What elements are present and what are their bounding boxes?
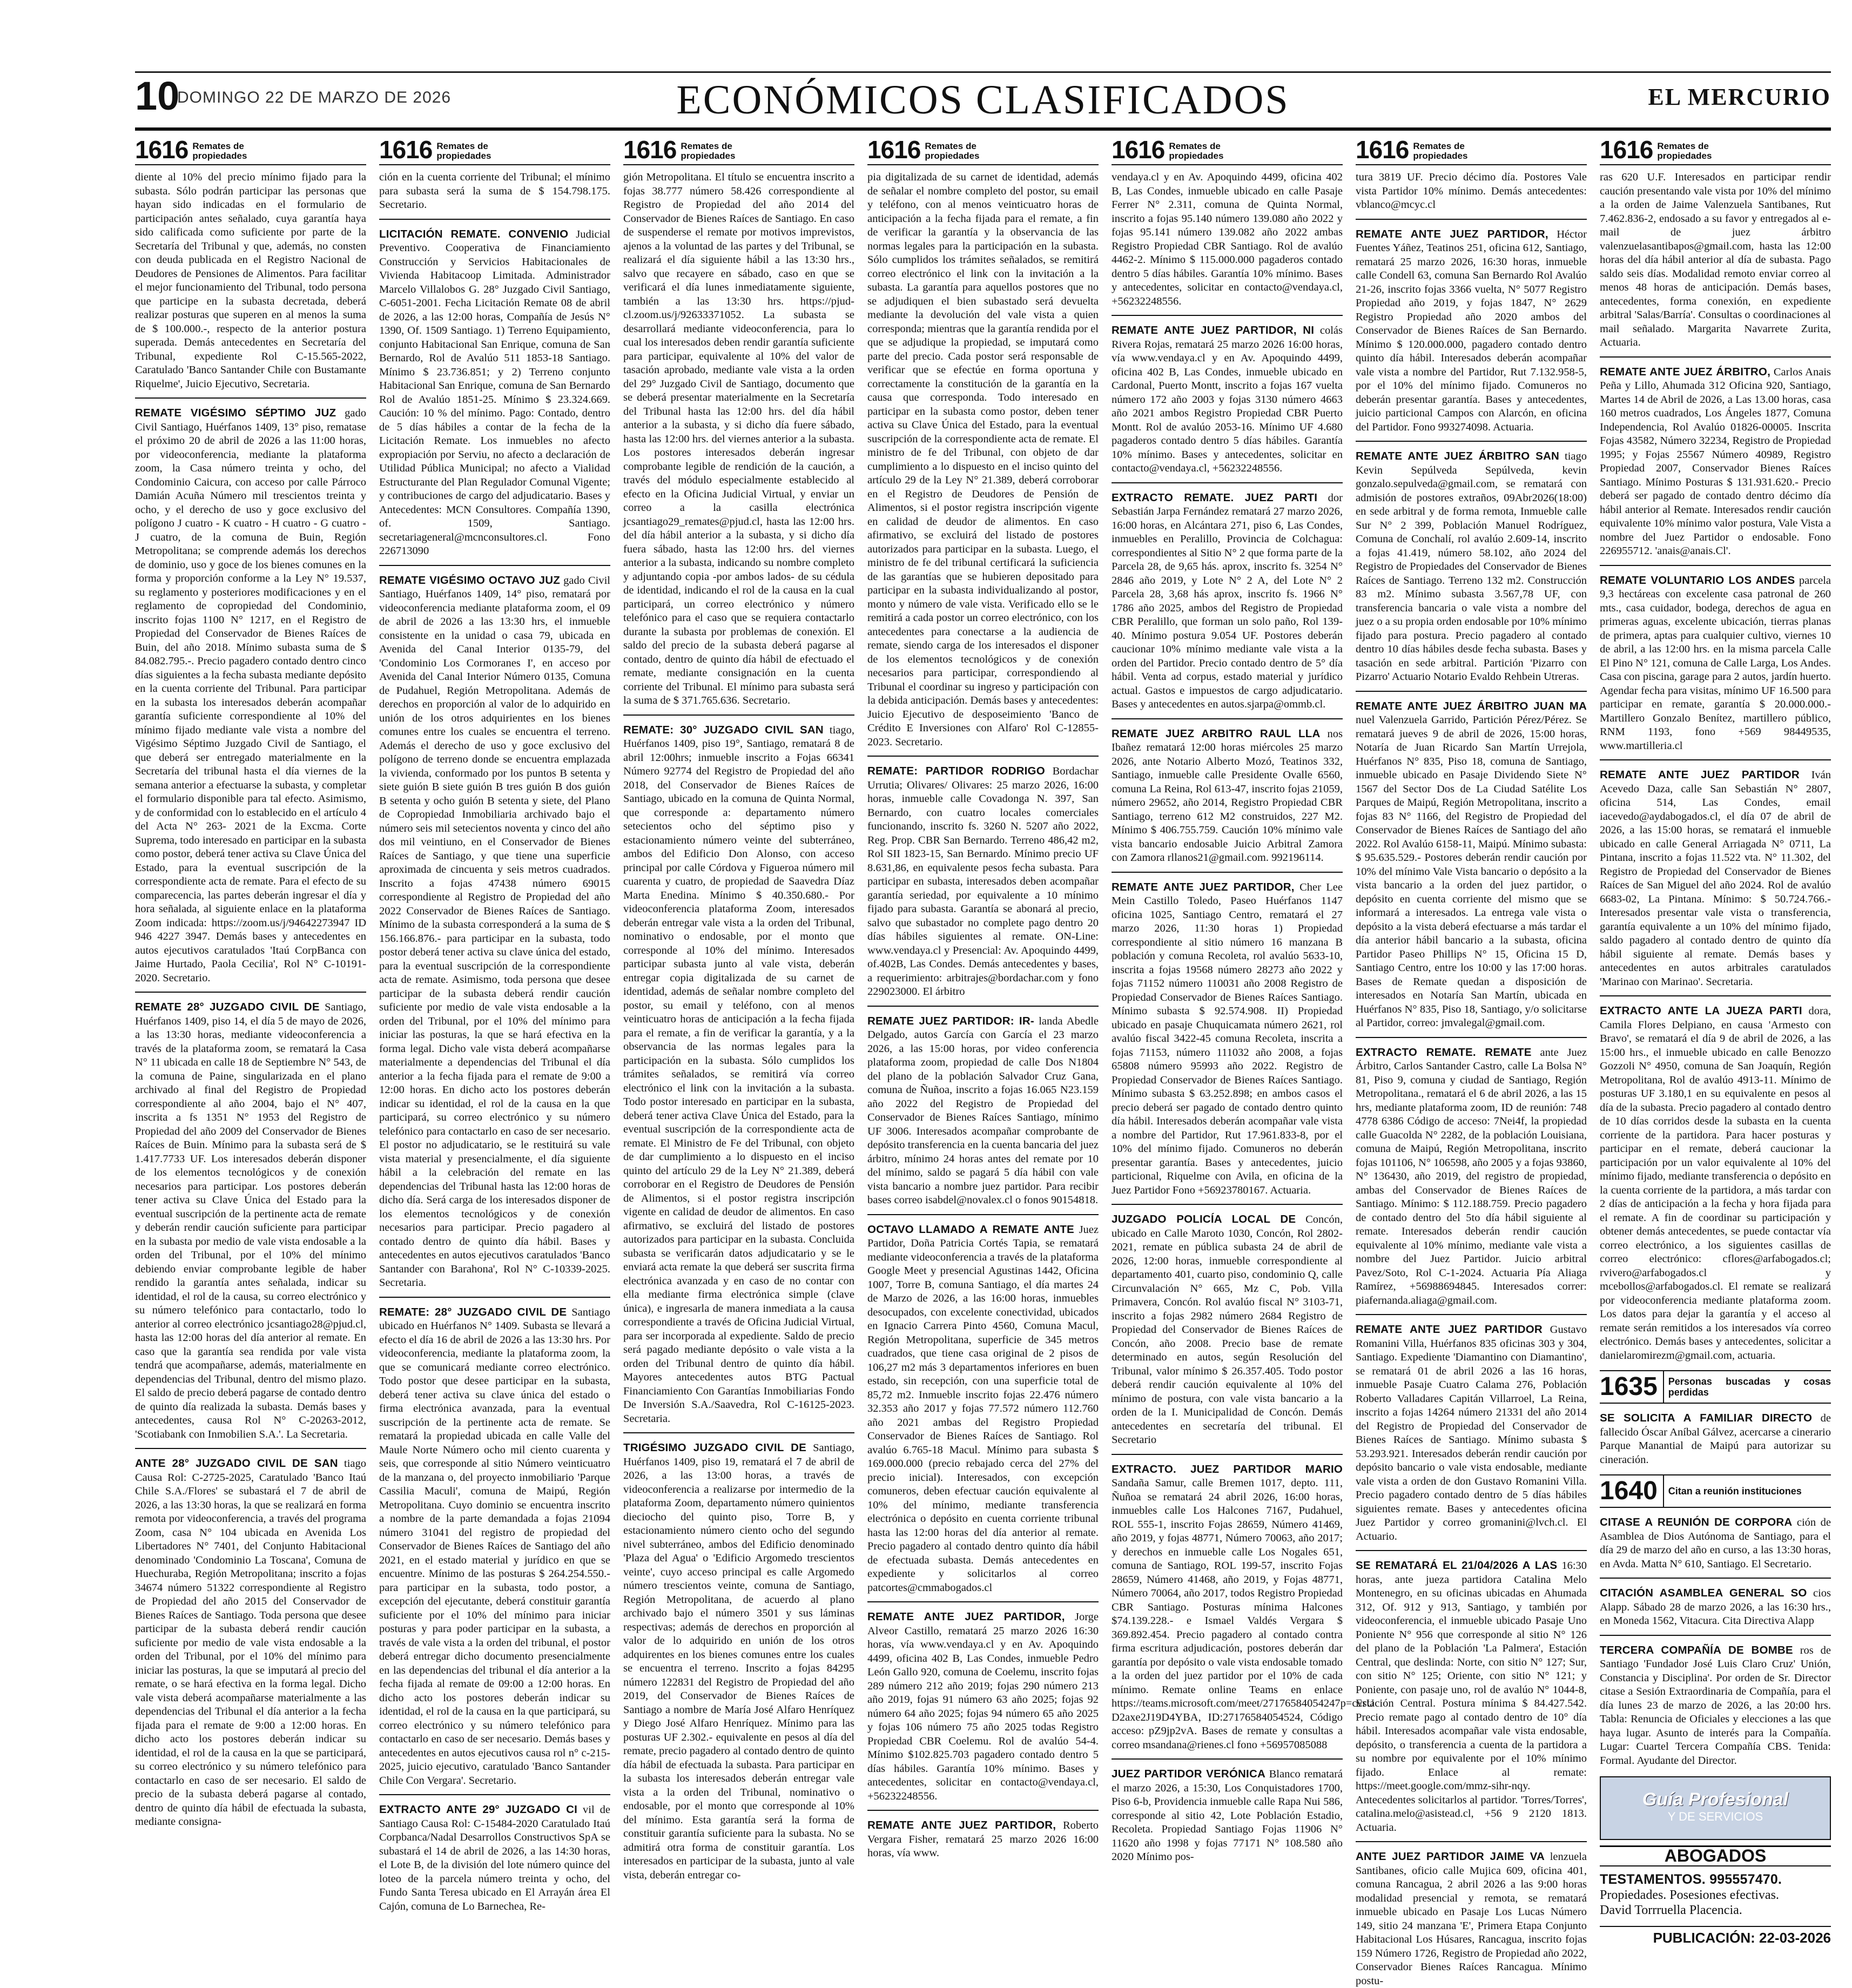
ad-separator [1112, 482, 1343, 483]
category-code: 1635 [1600, 1371, 1664, 1403]
classified-ad [1356, 171, 1587, 212]
page-number: 10 [135, 73, 180, 118]
column-category-header [867, 134, 1099, 165]
ad-title: CITACIÓN ASAMBLEA GENERAL SO [1600, 1587, 1807, 1599]
ad-title: JUEZ PARTIDOR VERÓNICA [1112, 1768, 1265, 1780]
publication-rule [1600, 1926, 1831, 1927]
publication-date: PUBLICACIÓN: 22-03-2026 [1653, 1930, 1831, 1946]
classified-ad [1600, 1004, 1831, 1363]
ad-separator [1112, 315, 1343, 316]
column-body [867, 165, 1099, 1861]
ad-text: Carlos Anais Peña y Lillo, Ahumada 312 Oficina 920, Santiago, Martes 14 de Abril de 2026, a Las 13.00 horas, casa 160 metros cuadrados, Los Ángeles 1877, Comuna Independencia, Rol Avalúo 01826-00005. Inscrita Fojas 43582, Número 32234, Registro de Propiedad 1995; y Fojas 25567 Número 40989, Registro Propiedad 2007, Conservador Bienes Raíces Santiago. Mínimo Posturas $ 131.931.620.- Precio deberá ser pagado de contado dentro décimo día hábil anterior al Remate. Interesados rendir caución equivalente 10% mínimo valor postura, Vale Vista a nombre del Juez Partidor o endosable. Fono 226955712. 'anais@anais.Cl'. [1600, 366, 1831, 557]
ad-title: REMATE ANTE JUEZ PARTIDOR [1600, 769, 1800, 781]
ad-title: CITASE A REUNIÓN DE CORPORA [1600, 1516, 1793, 1528]
ad-text: Judicial Preventivo. Cooperativa de Financiamiento Construcción y Servicios Habitacionales de Vivienda Habitacoop Limitada. Administrador Marcelo Villalobos G. 28° Juzgado Civil Santiago, C-6051-2001. Fecha Licitación Remate 08 de abril de 2026, a las 12:00 horas, Compañía de Jesús N° 1390, Of. 1509 Santiago. 1) Terreno Equipamiento, conjunto Habitacional San Enrique, comuna de San Bernardo, Rol de Avalúo 511 1853-18 Santiago. Mínimo $ 23.736.851; y 2) Terreno conjunto Habitacional San Enrique, comuna de San Bernardo Rol de Avalúo 1851-25. Mínimo $ 23.324.669. Caución: 10 % del mínimo. Pago: Contado, dentro de 5 días hábiles a contar de la fecha de la Licitación Remate. Los inmuebles no afecto expropiación por Serviu, no afecto a declaración de Utilidad Pública Municipal; no afecto a Vialidad Estructurante del Plan Regulador Comunal Vigente; y contribuciones de cargo del adjudicatario. Bases y Antecedentes: MCN Consultores. Compañía 1390, of. 1509, Santiago. secretariageneral@mcnconsultores.cl. Fono 226713090 [379, 228, 611, 557]
ad-separator [1600, 1578, 1831, 1579]
classified-ad [1600, 1643, 1831, 1768]
classified-ad [867, 764, 1099, 999]
category-code: 1616 [135, 136, 188, 164]
classified-ad [1112, 491, 1343, 712]
column-7 [1600, 134, 1831, 1954]
ad-text: nuel Valenzuela Garrido, Partición Pérez/Pérez. Se rematará jueves 9 de abril de 2026, 15:00 horas, Notaría de Juan Ricardo San Martín Urrejola, Huérfanos N° 835, Piso 18, comuna de Santiago, inmueble ubicado en Pasaje Dividendo Siete N° 1567 del Sector Dos de La Ciudad Satélite Los Parques de Maipú, Región Metropolitana, inscrito a fojas 83 N° 1166, del Registro de Propiedad del Conservador de Bienes Raíces de Santiago del año 2022. Rol Avalúo 6158-11, Maipú. Mínimo subasta: $ 95.635.529.- Postores deberán rendir caución por 10% del mínimo Vale Vista bancario o depósito a la vista bancario a la orden del juez partidor, o depósito en cuenta corriente del mismo que se informará a interesados. La entrega vale vista o depósito a la vista deberá efectuarse a más tardar el día anterior hábil bancario a la subasta, oficina Partidor Paseo Phillips N° 15, Oficina 15 D, Santiago Centro, entre los 10:00 y las 17:00 horas. Bases de Remate quedan a disposición de interesados en Notaría San Martín, ubicada en Huérfanos N° 835, Piso 18, Santiago, y/o solicitarse al Partidor, correo: jmvalegal@gmail.com. [1356, 714, 1587, 1029]
category-label: Personas buscadas y cosas perdidas [1668, 1376, 1831, 1398]
classified-ad [1112, 171, 1343, 308]
classified-ad [1356, 1559, 1587, 1835]
classified-ad [379, 574, 610, 1290]
ad-separator [1112, 718, 1343, 719]
ad-title: REMATE VIGÉSIMO OCTAVO JUZ [379, 574, 560, 587]
ad-separator [379, 219, 610, 220]
ad-text: Gustavo Romanini Villa, Huérfanos 835 oficinas 303 y 304, Santiago. Expediente 'Diamantino con Diamantino', se rematará 01 de abril 2026 a las 16 horas, inmueble Pasaje Cuatro Calama 276, Población Roberto Valladares Capitán Villarroel, La Reina, inscrito a fojas 14264 número 21331 del año 2014 del Registro de Propiedad del Conservador de Bienes Raíces de Santiago. Mínimo subasta $ 53.293.921. Interesados deberán rendir caución por depósito bancario o vale vista endosable, mediante vale vista a orden de don Gustavo Romanini Villa. Precio pagadero contado dentro de 5 días hábiles siguientes remate. Bases y antecedentes oficina Juez Partidor y correo gromanini@lvch.cl. El Actuario. [1356, 1324, 1587, 1542]
ad-title: REMATE ANTE JUEZ PARTIDOR, [867, 1610, 1065, 1623]
classified-ad [135, 171, 366, 391]
column-body [1356, 165, 1587, 1988]
ad-text: ros de Santiago 'Fundador José Luis Claro Cruz' Unión, Constancia y Disciplina'. Por orden de Sr. Director citase a Sesión Extraordinaria de Compañía, para el día lunes 23 de marzo de 2026, a las 20:00 hrs. Tabla: Renuncia de Oficiales y elecciones a las que haya lugar. Asunto de interés para la Compañía. Lugar: Cuartel Tercera Compañía CBS. Tenida: Formal. Ayudante del Director. [1600, 1644, 1831, 1767]
category-label: Remates de propiedades [1657, 141, 1712, 161]
ad-title: REMATE: 28° JUZGADO CIVIL DE [379, 1305, 567, 1318]
category-code: 1616 [1600, 136, 1653, 164]
ad-text: Bordachar Urrutia; Olivares/ Olivares: 25 marzo 2026, 16:00 horas, inmueble calle Covadonga N. 397, San Bernardo, con cuatro locales comerciales funcionando, inscrito fs. 3260 N. 5207 año 2022, Reg. Prop. CBR San Bernardo. Terreno 486,42 m2, Rol SII 1823-15, San Bernardo. Mínimo precio UF 8.631,86, en equivalente pesos fecha subasta. Para participar en subasta, interesados deben acompañar garantía seriedad, por equivalente a 10 mínimo fijado para subasta. Garantía se abonará al precio, salvo que subastador no complete pago dentro 20 días hábiles siguientes al remate. ON-Line: www.vendaya.cl y Presencial: Av. Apoquindo 4499, of.402B, Las Condes. Demás antecedentes y bases, a requerimiento: arbitrajes@bordachar.com y fono 229023000. El árbitro [867, 765, 1099, 998]
category-code: 1616 [1356, 136, 1409, 164]
classified-ad [379, 1803, 610, 1913]
ad-title: EXTRACTO ANTE LA JUEZA PARTI [1600, 1005, 1802, 1017]
ad-text: diente al 10% del precio mínimo fijado para la subasta. Sólo podrán participar las personas que hayan sido indicadas en el formulario de participación antes señalado, cuya garantía haya sido calificada como suficiente por parte de la Secretaría del Tribunal y que, además, no consten con deuda publicada en el Registro Nacional de Deudores de Pensiones de Alimentos. Para facilitar el mejor funcionamiento del Tribunal, todo persona que participe en la subasta decretada, deberá realizar posturas que superen en al menos la suma de $ 100.000.-, respecto de la anterior postura superada. Demás antecedentes en Secretaría del Tribunal, expediente Rol C-15.565-2022, Caratulado 'Banco Santander Chile con Bustamante Riquelme', Juicio Ejecutivo, Secretaria. [135, 171, 366, 390]
ad-text: ción en la cuenta corriente del Tribunal; el mínimo para subasta será la suma de $ 154.798.175. Secretario. [379, 171, 610, 211]
ad-text: tiago Causa Rol: C-2725-2025, Caratulado 'Banco Itaú Chile S.A./Flores' se subastará el 7 de abril de 2026, a las 13:30 horas, la que se realizará en forma remota por videoconferencia, a través del programa Zoom, casa N° 104 ubicada en Avenida Los Libertadores N° 7401, del Conjunto Habitacional denominado 'Condominio La Toscana', Comuna de Huechuraba, Región Metropolitana; inscrito a fojas 34674 número 51322 correspondiente al Registro de Propiedad del año 2015 del Conservador de Bienes Raíces de Santiago. Toda persona que desee participar de la subasta deberá rendir caución suficiente por medio de vale vista endosable a la orden del Tribunal, por el 10% del mínimo para iniciar las posturas, la que se imputará al precio del remate, o se hará efectiva en la forma legal. Dicho vale vista deberá acompañarse materialmente a las dependencias del Tribunal el día anterior a la fecha fijada para el remate de 9:00 a 12:00 horas. En dicho acto los postores deberán indicar su identidad, el rol de la causa en la que se participará, su correo electrónico y su número telefónico para contactarlo en caso de ser necesario. El saldo de precio de la subasta deberá pagarse al contado, dentro de quinto día hábil de efectuada la subasta, mediante consigna- [135, 1458, 367, 1828]
classified-ad [1600, 171, 1831, 350]
ad-separator [623, 1432, 854, 1433]
ad-title: REMATE ANTE JUEZ PARTIDOR [1356, 1323, 1543, 1336]
classified-ad [1600, 365, 1831, 558]
masthead [135, 71, 1831, 136]
ad-text: vendaya.cl y en Av. Apoquindo 4499, oficina 402 B, Las Condes, inmueble ubicado en calle Pasaje Ferrer N° 2.311, comuna de Quinta Normal, inscrito a fojas 95.140 número 139.080 año 2022 y fojas 95.141 número 139.082 año 2022 ambas Registro Propiedad CBR Santiago. Rol de avalúo 4462-2. Mínimo $ 115.000.000 pagaderos contado dentro 5 días hábiles. Garantía 10% mínimo. Bases y antecedentes, solicitar en contacto@vendaya.cl, +56232248556. [1112, 171, 1343, 307]
ad-text: ción de Asamblea de Dios Autónoma de Santiago, para el día 29 de marzo del año en curso, a las 13:30 horas, en Avda. Matta N° 610, Santiago. El Secretario. [1600, 1517, 1831, 1570]
ad-separator [379, 1794, 610, 1795]
ad-title: LICITACIÓN REMATE. CONVENIO [379, 227, 569, 240]
classified-ad [135, 1457, 366, 1829]
ad-text: Héctor Fuentes Yáñez, Teatinos 251, oficina 612, Santiago, rematará 25 marzo 2026, 16:30 horas, inmueble calle Condell 63, comuna San Bernardo Rol Avalúo 21-26, inscrito fojas 3366 vuelta, N° 5077 Registro Propiedad año 2019, y fojas 1847, N° 2629 Registro Propiedad año 2020 ambos del Conservador de Bienes Raíces de San Bernardo. Mínimo $ 120.000.000, pagadero contado dentro quinto día hábil. Interesados deberán acompañar vale vista a nombre del Partidor, Rut 7.132.958-5, por el 10% del mínimo fijado. Comuneros no deberán presentar garantía. Bases y antecedentes, juicio particional Campos con Alarcón, en oficina del Partidor. Fono 993274098. Actuaria. [1356, 228, 1587, 433]
ad-separator [135, 992, 366, 993]
classified-ad [623, 723, 854, 1426]
ad-title: REMATE ANTE JUEZ ÁRBITRO, [1600, 365, 1770, 378]
ad-title: REMATE JUEZ PARTIDOR: IR- [867, 1014, 1034, 1027]
ad-text: Sandaña Samur, calle Bremen 1017, depto. 111, Ñuñoa se rematará 24 abril 2026, 16:00 horas, inmuebles calle Los Halcones 7167, Pudahuel, ROL 555-1, inscrito Fojas 28659, Número 41469, año 2019, y fojas 48771, Número 70063, año 2017; y derechos en inmueble calle Los Nogales 651, comuna de Santiago, ROL 199-57, inscrito Fojas 28659, Número 41468, año 2019, y Fojas 48771, Número 70064, año 2017, todos Registro Propiedad CBR Santiago. Posturas mínima Halcones $74.139.228.- e Ismael Valdés Vergara $ 369.892.454. Precio pagadero al contado contra firma escritura adjudicación, postores deberán dar garantía por depósito o vale vista endosable tomado a la orden del juez partidor por el 10% de cada mínimo. Remate online Teams en enlace https://teams.microsoft.com/meet/27176584054247p=cvrU D2axe2J19D4YBA, ID:27176584054524, Código acceso: pZ9jp2vA. Bases de remate y consultas a correo msandana@rienes.cl fono +56957085088 [1112, 1477, 1375, 1751]
header-top-rule [135, 71, 1831, 73]
ad-separator [1356, 219, 1587, 220]
classified-ad [1356, 1850, 1587, 1988]
category-code: 1640 [1600, 1475, 1664, 1507]
classified-ad [867, 171, 1099, 749]
classified-ad [623, 171, 854, 708]
classified-ad [867, 1223, 1099, 1595]
classified-ad [623, 1441, 854, 1882]
ad-title: EXTRACTO REMATE. JUEZ PARTI [1112, 491, 1318, 504]
classified-ad [379, 171, 610, 212]
ad-text: Iván Acevedo Daza, calle San Sebastián N° 2807, oficina 514, Las Condes, email iacevedo@aydabogados.cl, el día 07 de abril de 2026, a las 15:00 horas, se rematará el inmueble ubicado en calle General Arriagada N° 0711, La Pintana, inscrito a fojas 11.522 vta. N° 11.302, del Registro de Propiedad del Conservador de Bienes Raíces de San Miguel del año 2024. Rol de avalúo 6683-02, La Pintana. Mínimo: $ 50.724.766.- Interesados presentar vale vista o transferencia, garantía equivalente a un 10% del mínimo fijado, saldo pagadero al contado dentro de quinto día hábil siguiente al remate. Demás bases y antecedentes en autos arbitrales caratulados 'Marinao con Marinao'. Secretaria. [1600, 769, 1831, 988]
ad-title: TERCERA COMPAÑÍA DE BOMBE [1600, 1643, 1793, 1656]
ad-text: landa Abedle Delgado, autos García con García el 23 marzo 2026, a las 15:00 horas, por video conferencia plataforma zoom, propiedad de calle Dos N1804 del plano de la población Salvador Cruz Gana, comuna de Ñuñoa, inscrito a fojas 16.065 N23.159 año 2022 del Registro de Propiedad del Conservador de Bienes Raíces Santiago, mínimo UF 3006. Interesados acompañar comprobante de depósito transferencia en la cuenta bancaria del juez árbitro, mínimo 24 horas antes del remate por 10 del mínimo, saldo se pagará 5 día hábil con vale vista bancario a nombre juez partidor. Para recibir bases correo isabdel@novalex.cl o fonos 90154818. [867, 1015, 1099, 1206]
ad-title: REMATE JUEZ ARBITRO RAUL LLA [1112, 727, 1321, 740]
ad-title: REMATE VIGÉSIMO SÉPTIMO JUZ [135, 407, 336, 419]
classified-ad [1600, 768, 1831, 989]
column-body [1112, 165, 1375, 1864]
ad-separator [135, 397, 366, 399]
ad-text: lenzuela Santibanes, oficio calle Mujica 609, oficina 401, comuna Rancagua, 2 abril 2026 a las 9:00 horas modalidad presencial y remota, se rematará inmueble ubicado en Pasaje Los Lucas Número 149, sitio 24 manzana 'E', Primera Etapa Conjunto Habitacional Los Húsares, Rancagua, inscrito fojas 159 Número 1726, Registro de Propiedad año 2022, Conservador Bienes Raíces Rancagua. Mínimo postu- [1356, 1851, 1587, 1987]
column-body [623, 165, 854, 1882]
ad-separator [1600, 759, 1831, 760]
column-category-header [379, 134, 610, 165]
ad-separator [1600, 1635, 1831, 1636]
category-label: Remates de propiedades [925, 141, 980, 161]
abogados-heading: ABOGADOS [1600, 1845, 1831, 1866]
classified-ad [1112, 1767, 1343, 1864]
column-4 [867, 134, 1099, 1954]
guia-profesional-text [1642, 1789, 1789, 1823]
ad-text: Jorge Alveor Castillo, rematará 25 marzo 2026 16:30 horas, vía www.vendaya.cl y en Av. Apoquindo 4499, oficina 402 B, Las Condes, inmueble Pedro León Gallo 920, comuna de Coelemu, inscrito fojas 289 número 212 año 2019; fojas 290 número 213 año 2019, fojas 91 número 63 año 2025; fojas 92 número 64 año 2025; fojas 94 número 65 año 2025 y fojas 106 número 75 año 2025 todas Registro Propiedad CBR Coelemu. Rol de avalúo 54-4. Mínimo $102.825.703 pagadero contado dentro 5 días hábiles. Garantía 10% mínimo. Bases y antecedentes, solicitar en contacto@vendaya.cl, +56232248556. [867, 1611, 1099, 1802]
ad-title: EXTRACTO. JUEZ PARTIDOR MARIO [1112, 1463, 1343, 1475]
ad-title: EXTRACTO ANTE 29° JUZGADO CI [379, 1803, 578, 1816]
category-label: Remates de propiedades [436, 141, 491, 161]
ad-separator [1112, 872, 1343, 873]
classified-ad [1356, 699, 1587, 1030]
classified-ad [1600, 1411, 1831, 1467]
ad-title: REMATE ANTE JUEZ PARTIDOR, [867, 1819, 1056, 1831]
classified-ad [1112, 324, 1343, 476]
column-body [135, 165, 366, 1829]
ad-text: gado Civil Santiago, Huérfanos 1409, 14° piso, rematará por videoconferencia mediante plataforma zoom, el 09 de abril de 2026 a las 13:30 hrs, el inmueble consistente en la unidad o casa 79, ubicada en Avenida del Canal Interior 0135-79, del 'Condominio Los Cormoranes I', en acceso por Avenida del Canal Interior Número 0135, Comuna de Pudahuel, Región Metropolitana. Además de derechos en proporción al valor de lo adquirido en unión de los otros adquirientes en los bienes comunes entre los cuales se encuentra el terreno. Además el derecho de uso y goce exclusivo del polígono de terreno donde se encuentra emplazada la vivienda, conformado por los puntos B setenta y siete guión B siete guión B tres guión B dos guión B setenta y ocho guión B setenta y siete, del Plano de Copropiedad Inmobiliaria archivado bajo el número seis mil setecientos noventa y cinco del año dos mil veintiuno, en el Conservador de Bienes Raíces de Santiago, y que tiene una superficie aproximada de cincuenta y seis metros cuadrados. Inscrito a fojas 47438 número 69015 correspondiente al Registro de Propiedad del año 2022 Conservador de Bienes Raíces de Santiago. Mínimo de la subasta corresponderá a la suma de $ 156.166.876.- para participar en la subasta, todo postor deberá tener activa su clave única del estado, para la eventual suscripción de la correspondiente acta de remate. Asimismo, toda persona que desee participar de la subasta deberá rendir caución suficiente por medio de vale vista endosable a la orden del Tribunal, por el 10% del mínimo para iniciar las posturas, la que se hará efectiva en la forma legal. Dicho vale vista deberá acompañarse materialmente a dependencias del Tribunal el día anterior a la fecha fijada para el remate de 9:00 a 12:00 horas. En dicho acto los postores deberán indicar su identidad, el rol de la causa en la que participará, su correo electrónico y su número telefónico para contactarlo en caso de ser necesario. El postor no adjudicatario, se le restituirá su vale vista material y presencialmente, el día siguiente hábil a la celebración del remate en las dependencias del Tribunal hasta las 12:00 horas de dicho día. Será carga de los interesados disponer de los elementos tecnológicos y de conexión necesarios para participar. Precio pagadero al contado dentro de quinto día hábil. Bases y antecedentes en autos ejecutivos caratulados 'Banco Santander con Barahona', Rol N° C-10339-2025. Secretaria. [379, 574, 611, 1289]
ad-title: OCTAVO LLAMADO A REMATE ANTE [867, 1223, 1074, 1236]
ad-separator [1112, 1758, 1343, 1760]
column-category-header [623, 134, 854, 165]
category-label: Remates de propiedades [681, 141, 736, 161]
ad-text: tiago, Huérfanos 1409, piso 19°, Santiago, rematará 8 de abril 12:00hrs; inmueble inscrito a Fojas 66341 Número 92774 del Registro de Propiedad del año 2018, del Conservador de Bienes Raíces de Santiago, ubicado en la comuna de Quinta Normal, que corresponde a: departamento número setecientos ocho del séptimo piso y estacionamiento número veinte del subterráneo, ambos del Edificio Don Alonso, con acceso principal por calle Córdova y Figueroa número mil cuarenta y cuatro, de propiedad de Saavedra Díaz Marta Enedina. Mínimo $ 40.350.680.- Por videoconferencia plataforma Zoom, interesados deberán entregar vale vista a la orden del Tribunal, nominativo o endosable, por el monto que corresponde al 10% del mínimo. Interesados participar subasta junto al vale vista, deberán entregar copia digitalizada de su carnet de identidad, además de señalar nombre completo del postor, su email y teléfono, con al menos veinticuatro horas de anticipación a la fecha fijada para el remate, a fin de verificar la garantía, y a la observancia de las normas legales para la participación en la subasta. Sólo cumplidos los trámites señalados, se remitirá vía correo electrónico el link con la invitación a la subasta. Todo postor interesado en participar en la subasta, deberá tener activa Clave Única del Estado, para la eventual suscripción de la correspondiente acta de remate. El Ministro de Fe del Tribunal, con objeto de dar cumplimiento a lo dispuesto en el inciso quinto del artículo 29 de la Ley N° 21.389, deberá corroborar en el Registro de Deudores de Pensión de Alimentos, si el postor registra inscripción vigente en calidad de deudor de alimentos. En caso afirmativo, se excluirá del listado de postores autorizados para participar en la subasta. Concluida subasta se verificarán datos adjudicatario y se le enviará acta remate la que deberá ser suscrita firma electrónica avanzada y en caso de no contar con ella mediante firma electrónica simple (clave única), e ingresarla de manera inmediata a la causa correspondiente a través de Oficina Judicial Virtual, para ser incorporada al expediente. Saldo de precio será pagado mediante depósito o vale vista a la orden del Tribunal dentro de quinto día hábil. Mayores antecedentes autos BTG Pactual Financiamiento Con Garantías Inmobiliarias Fondo De Inversión S.A./Saavedra, Rol C-16125-2023. Secretaria. [623, 724, 854, 1425]
ad-title: REMATE: 30° JUZGADO CIVIL SAN [623, 723, 824, 736]
category-code: 1616 [867, 136, 921, 164]
ad-separator [1356, 691, 1587, 692]
ad-title: REMATE 28° JUZGADO CIVIL DE [135, 1001, 320, 1013]
ad-text: ante Juez Árbitro, Carlos Santander Castro, calle La Bolsa N° 81, Piso 9, comuna y ciudad de Santiago, Región Metropolitana., rematará el 6 de abril 2026, a las 15 hrs, mediante plataforma zoom, ID de reunión: 748 4778 6386 Código de acceso: 7Nei4f, la propiedad calle Guacolda N° 2282, de la población Louisiana, comuna de Maipú, Región Metropolitana, inscrito fojas 101106, N° 106598, año 2005 y a fojas 93860, N° 136430, año 2019, del registro de propiedad, ambas del Conservador de Bienes Raíces de Santiago. Mínimo: $ 112.188.759. Precio pagadero de contado dentro del 5to día hábil siguiente al remate. Interesados deberán rendir caución equivalente al 10% mínimo, mediante vale vista a nombre del Juez Partidor. Juicio arbitral Pavez/Soto, Rol C-1-2024. Actuaria Pía Aliaga Ramírez, +56988694845. Interesados correr: piafernanda.aliaga@gmail.com. [1356, 1046, 1587, 1306]
guia-profesional-banner [1600, 1776, 1831, 1840]
category-1635-header [1600, 1370, 1831, 1404]
ad-text: Concón, ubicado en Calle Maroto 1030, Concón, Rol 2802-2021, remate en pública subasta 24 de abril de 2026, 12:00 horas, inmueble correspondiente al departamento 401, cuarto piso, condominio Q, calle Circunvalación N° 665, Mz C, Pob. Villa Primavera, Concón. Rol avalúo fiscal N° 3103-71, inscrito a fojas 2982 número 2684 Registro de Propiedad del Conservador de Bienes Raíces de Concón, año 2008. Precio base de remate determinado en autos, según Resolución del Tribunal, valor mínimo $ 26.357.405. Todo postor deberá rendir caución equivalente al 10% del mínimo de postura, con vale vista bancario a la orden de la I. Municipalidad de Concón. Demás antecedentes en secretaría del tribunal. El Secretario [1112, 1214, 1343, 1446]
ad-title: REMATE ANTE JUEZ PARTIDOR, [1112, 880, 1295, 893]
ad-separator [1356, 1314, 1587, 1315]
classified-ad [135, 1000, 366, 1441]
classified-ad [1356, 227, 1587, 435]
ad-text: pia digitalizada de su carnet de identidad, además de señalar el nombre completo del postor, su email y teléfono, con al menos veinticuatro horas de anticipación a la fecha fijada para el remate, a fin de verificar la garantía y la observancia de las normas legales para la participación en la subasta. Sólo cumplidos los trámites señalados, se remitirá correo electrónico el link con la invitación a la subasta. La garantía para aquellos postores que no se adjudiquen el bien subastado será devuelta mediante la devolución del vale vista a quien corresponda; mientras que la garantía rendida por el que se adjudique la propiedad, se imputará como parte del precio. Cada postor será responsable de verificar que se efectúe en forma oportuna y correctamente la constitución de la garantía en la causa que corresponda. Todo interesado en participar en la subasta como postor, deben tener activa su Clave Única del Estado, para la eventual suscripción de la correspondiente acta de remate. El ministro de fe del Tribunal, con objeto de dar cumplimiento a lo dispuesto en el inciso quinto del artículo 29 de la Ley N° 21.389, deberá corroborar en el Registro de Deudores de Pensión de Alimentos, si el postor registra inscripción vigente en calidad de deudor de alimentos. En caso afirmativo, se excluirá del listado de postores autorizados para participar en la subasta. Luego, el ministro de fe del tribunal certificará la suficiencia de las garantías que se hubieren depositado para participar en la subasta individualizando al postor, monto y número de vale vista. Verificado ello se le remitirá a cada postor un correo electrónico, con los antecedentes para conectarse a la audiencia de remate, siendo carga de los interesados el disponer de los elementos tecnológicos y de conexión necesarios para participar, correspondiendo al Tribunal el coordinar su ingreso y participación con la debida anticipación. Demás bases y antecedentes: Juicio Ejecutivo de desposeimiento 'Banco de Crédito E Inversiones con Alfaro' Rol C-12855-2023. Secretario. [867, 171, 1099, 748]
ad-separator [867, 756, 1099, 757]
ad-text: de fallecido Óscar Aníbal Gálvez, acercarse a cinerario Parque Manantial de Maipú para autorizar su cineración. [1600, 1412, 1831, 1466]
ad-text: Santiago, Huérfanos 1409, piso 14, el día 5 de mayo de 2026, a las 13:30 horas, mediante videoconferencia a través de la plataforma zoom, se rematará la Casa N° 11 ubicada en calle 18 de Septiembre N° 543, de la comuna de Paine, singularizada en el plano archivado al final del Registro de Propiedad correspondiente al año 2004, bajo el N° 407, inscrita a fs 1351 N° 1953 del Registro de Propiedad del año 2009 del Conservador de Bienes Raíces de Buin. Mínimo para la subasta será de $ 1.417.7733 UF. Los interesados deberán disponer de los elementos tecnológicos y de conexión necesarios para participar. Los postores deberán tener activa su Clave Única del Estado para la eventual suscripción de la pertinente acta de remate y deberán rendir caución suficiente para participar en la subasta por medio de vale vista endosable a la orden del Tribunal, por el 10% del mínimo debiendo enviar comprobante legible de haber rendido la garantía antes señalada, indicar su identidad, el rol de la causa, su correo electrónico y su número telefónico para contactarlo, todo lo anterior al correo electrónico jcsantiago28@pjud.cl, hasta las 12:00 horas del día anterior al remate. En caso que la garantía sea rendida por vale vista tendrá que acompañarse, además, materialmente en dependencias del Tribunal, dentro del mismo plazo. El saldo de precio deberá pagarse de contado dentro de quinto día realizada la subasta. Demás bases y antecedentes, causa Rol N° C-20263-2012, 'Scotiabank con Inmobilien S.A.'. La Secretaria. [135, 1001, 366, 1440]
column-category-header [135, 134, 366, 165]
classifieds-columns [135, 134, 1831, 1987]
ad-separator [1112, 1454, 1343, 1455]
classified-ad [135, 406, 366, 985]
ad-separator [867, 1006, 1099, 1007]
header-bottom-rule [135, 127, 1831, 131]
ad-title: REMATE ANTE JUEZ PARTIDOR, NI [1112, 324, 1315, 336]
classified-ad [1600, 1515, 1831, 1571]
ad-text: Santiago ubicado en Huérfanos N° 1409. Subasta se llevará a efecto el día 16 de abril de 2026 a las 13:30 hrs. Por videoconferencia, mediante la plataforma zoom, la que se comunicará mediante correo electrónico. Todo postor que desee participar en la subasta, deberá tener activa su clave única del estado o firma electrónica avanzada, para la eventual suscripción de la pertinente acta de remate. Se rematará la propiedad ubicada en calle Valle del Maule Norte Número ocho mil ciento cuarenta y seis, que corresponde al sitio Número veinticuatro de la manzana o, del proyecto inmobiliario 'Parque Cassilia Maculi', comuna de Maipú, Región Metropolitana. Cuyo dominio se encuentra inscrito a nombre de la parte demandada a fojas 21094 número 31041 del registro de propiedad del Conservador de Bienes Raíces de Santiago del año 2021, en el estado material y jurídico en que se encuentre. Mínimo de las posturas $ 264.254.550.- para participar en la subasta, todo postor, a excepción del ejecutante, deberá constituir garantía suficiente por el 10% del mínimo para iniciar posturas y para poder participar en la subasta, a través de vale vista a la orden del tribunal, el postor deberá entregar dicho documento presencialmente en las dependencias del tribunal el día anterior a la fecha fijada al remate de 09:00 a 12:00 horas. En dicho acto los postores deberán indicar su identidad, el rol de la causa en la que participará, su correo electrónico y su número telefónico para contactarlo en caso de ser necesario. Demás bases y antecedentes en autos ejecutivos causa rol n° c-215-2025, juicio ejecutivo, caratulado 'Banco Santander Chile Con Vergara'. Secretario. [379, 1306, 611, 1787]
ad-separator [379, 565, 610, 566]
category-code: 1616 [623, 136, 677, 164]
ad-separator [1600, 995, 1831, 996]
ad-text: Santiago, Huérfanos 1409, piso 19, rematará el 7 de abril de 2026, a las 13:00 horas, a través de videoconferencia a realizarse por intermedio de la plataforma Zoom, departamento número quinientos dieciocho del quinto piso, Torre B, y estacionamiento número ciento ocho del segundo nivel subterráneo, ambos del Edificio denominado 'Plaza del Agua' o 'Edificio Argomedo trescientos veinte', cuyo acceso principal es calle Argomedo número trescientos veinte, comuna de Santiago, Región Metropolitana, de acuerdo al plano archivado bajo el número 3501 y sus láminas respectivas; además de derechos en proporción al valor de lo adquirido en unión de los otros adquirentes en los bienes comunes entre los cuales se encuentra el terreno. Inscrito a fojas 84295 número 122831 del Registro de Propiedad del año 2019, del Conservador de Bienes Raíces de Santiago a nombre de María José Alfaro Henríquez y Diego José Alfaro Henríquez. Mínimo para las posturas UF 2.302.- equivalente en pesos al día del remate, precio pagadero al contado dentro de quinto día hábil de efectuada la subasta. Para participar en la subasta los interesados deberán entregar vale vista a la orden del Tribunal, nominativo o endosable, por el monto que corresponde al 10% del mínimo. Esta garantía será la forma de constituir garantía suficiente para la subasta. No se admitirá otra forma de constituir garantía. Los interesados en participar de la subasta, junto al vale vista, deberán entregar co- [623, 1442, 855, 1881]
testamentos-title: TESTAMENTOS. 995557470. [1600, 1871, 1782, 1887]
ad-separator [1356, 1841, 1587, 1842]
testamentos-ad [1600, 1872, 1831, 1918]
ad-text: nos Ibañez rematará 12:00 horas miércoles 25 marzo 2026, ante Notario Alberto Mozó, Teatinos 332, Santiago, inmueble calle Presidente Ovalle 6560, comuna La Reina, Rol 613-47, inscrito fojas 21059, número 29652, año 2014, Registro Propiedad CBR Santiago, terreno 612 M2 construidos, 227 M2. Mínimo $ 406.755.759. Caución 10% mínimo vale vista bancario endosable Juicio Arbitral Zamora con Zamora rllanos21@gmail.com. 992196114. [1112, 727, 1343, 864]
ad-text: parcela 9,3 hectáreas con excelente casa patronal de 260 mts., casa cuidador, bodega, derechos de agua en primeras aguas, excelente ubicación, tierras planas de primera, aptas para cualquier cultivo, viernes 10 de abril, a las 12:00 hrs. en la misma parcela Calle El Pino N° 121, comuna de Calle Larga, Los Andes. Casa con piscina, garage para 2 autos, jardín huerto. Agendar fecha para visitas, mínimo UF 16.500 para participar en remate, garantía $ 20.000.000.- Martillero Gonzalo Benítez, martillero público, RNM 1193, fono +569 98449535, www.martilleria.cl [1600, 574, 1831, 752]
ad-text: tura 3819 UF. Precio décimo día. Postores Vale vista Partidor 10% mínimo. Demás antecedentes: vblanco@mcyc.cl [1356, 171, 1587, 211]
category-code: 1616 [1112, 136, 1165, 164]
section-title: ECONÓMICOS CLASIFICADOS [676, 77, 1290, 123]
ad-title: TRIGÉSIMO JUZGADO CIVIL DE [623, 1441, 807, 1454]
ad-separator [867, 1601, 1099, 1602]
ad-separator [1356, 1550, 1587, 1551]
ad-separator [623, 715, 854, 716]
classified-ad [1356, 449, 1587, 684]
ad-separator [1112, 1204, 1343, 1205]
ad-text: Juez Partidor, Doña Patricia Cortés Tapia, se rematará mediante videoconferencia a través de la plataforma Google Meet y presencial Agustinas 1442, Oficina 1007, Torre B, comuna Santiago, el día martes 24 de Marzo de 2026, a las 16:00 horas, inmuebles desocupados, con excelente conectividad, ubicados en Ignacio Carrera Pinto 4560, Comuna Macul, Región Metropolitana, superficie de 345 metros cuadrados, que tiene casa original de 2 pisos de 106,27 m2 más 3 departamentos inferiores en buen estado, sin recepción, con una superficie total de 85,72 m2. Inmueble inscrito fojas 22.476 número 32.353 año 2017 y fojas 77.572 número 112.760 año 2021 ambas del Registro Propiedad Conservador de Bienes Raíces de Santiago. Rol avalúo 6.765-18 Macul. Mínimo para subasta $ 169.000.000 (precio rebajado cerca del 27% del precio inicial). Interesados, con excepción comuneros, deben efectuar caución equivalente al 10% del mínimo, mediante transferencia electrónica o depósito en cuenta corriente tribunal hasta las 12:00 horas del día anterior al remate. Precio pagadero al contado dentro quinto día hábil de efectuada subasta. Demás antecedentes en expediente y solicitarlos al correo patcortes@cmmabogados.cl [867, 1223, 1099, 1594]
ad-title: ANTE 28° JUZGADO CIVIL DE SAN [135, 1457, 338, 1470]
classified-ad [1112, 1463, 1375, 1753]
classified-ad [867, 1818, 1099, 1861]
ad-text: Roberto Vergara Fisher, rematará 25 marzo 2026 16:00 horas, vía www. [867, 1819, 1099, 1859]
ad-text: tiago Kevin Sepúlveda Sepúlveda, kevin gonzalo.sepulveda@gmail.com, se rematará con admisión de postores extraños, 09Abr2026(18:00) en sede arbitral y de forma remota, Inmueble calle Sur N° 2 399, Población Manuel Rodríguez, Comuna de Conchalí, rol avalúo 2.609-14, inscrito a fojas 41.419, número 58.102, año 2024 del Registro de Propiedades del Conservador de Bienes Raíces de Santiago. Terreno 132 m2. Construcción 83 m2. Mínimo subasta 3.567,78 UF, con transferencia bancaria o vale vista a nombre del juez o a su propia orden endosable por 10% mínimo fijado para postura. Precio pagadero al contado dentro 10 días hábiles desde fecha subasta. Bases y tasación en sede arbitral. Partición 'Pizarro con Pizarro' Actuario Notario Evaldo Rehbein Utreras. [1356, 450, 1587, 683]
ad-title: SE SOLICITA A FAMILIAR DIRECTO [1600, 1412, 1813, 1424]
testamentos-line: Propiedades. Posesiones efectivas. [1600, 1888, 1779, 1902]
ad-text: gión Metropolitana. El título se encuentra inscrito a fojas 38.777 número 58.426 correspondiente al Registro de Propiedad del año 2014 del Conservador de Bienes Raíces de Santiago. En caso de suspenderse el remate por motivos imprevistos, ajenos a la voluntad de las partes y del Tribunal, se realizará el día siguiente hábil a las 13:30 hrs., salvo que recayere en sábado, caso en que se verificará el día lunes inmediatamente siguiente, también a las 13:30 hrs. https://pjud-cl.zoom.us/j/92633371052. La subasta se desarrollará mediante videoconferencia, para lo cual los interesados deben rendir garantía suficiente para participar, equivalente al 10% del valor de tasación aprobado, mediante vale vista a la orden del 29° Juzgado Civil de Santiago, documento que se deberá presentar materialmente en la Secretaría del Tribunal hasta las 12:00 hrs. del día hábil anterior a la subasta, y si dicho día fuere sábado, hasta las 12:00 hrs. del viernes anterior a la subasta. Los postores interesados deberán ingresar comprobante legible de rendición de la caución, a través del módulo especialmente establecido al efecto en la Oficina Judicial Virtual, y enviar un correo a la casilla electrónica jcsantiago29_remates@pjud.cl, hasta las 12:00 hrs. del día hábil anterior a la subasta, y si dicho día fuera sábado, hasta las 12:00 hrs. del viernes anterior a la subasta, indicando su nombre completo y adjuntando copia -por ambos lados- de su cédula de identidad, indicando el rol de la causa en la cual participará, un correo electrónico y número telefónico para el caso que se requiera contactarlo durante la subasta por problemas de conexión. El saldo del precio de la subasta deberá pagarse al contado, dentro de quinto día hábil de efectuado el remate, mediante consignación en la cuenta corriente del Tribunal. El mínimo para subasta será la suma de $ 371.765.636. Secretario. [623, 171, 854, 706]
classified-ad [1356, 1323, 1587, 1544]
column-3 [623, 134, 854, 1954]
guia-title: Guía Profesional [1642, 1789, 1789, 1810]
ad-separator [1356, 441, 1587, 442]
ad-title: ANTE JUEZ PARTIDOR JAIME VA [1356, 1850, 1545, 1863]
column-body [379, 165, 610, 1913]
ad-title: REMATE ANTE JUEZ ÁRBITRO JUAN MA [1356, 699, 1587, 712]
ad-separator [867, 1214, 1099, 1215]
ad-text: dor Sebastián Jarpa Fernández rematará 27 marzo 2026, 16:00 horas, en Alcántara 271, piso 6, Las Condes, inmuebles en Peralillo, Provincia de Colchagua: correspondientes al Sitio N° 2 que forma parte de la Parcela 28, de 9,65 hás. aprox, inscrito fs. 3254 N° 2846 año 2019, y Lote N° 2 A, del Lote N° 2 Parcela 28, 3,68 hás aprox, inscrito fs. 1966 N° 1786 año 2025, ambos del Registro de Propiedad CBR Peralillo, que forman un solo paño, Rol 139-40. Mínimo postura 9.054 UF. Postores deberán caucionar 10% mínimo mediante vale vista a la orden del Partidor. Precio contado dentro de 5° día hábil. Venta ad corpus, estado material y jurídico actual. Gastos e impuestos de cargo adjudicatario. Bases y antecedentes en autos.sjarpa@ommb.cl. [1112, 491, 1343, 710]
ad-title: REMATE: PARTIDOR RODRIGO [867, 765, 1045, 777]
ad-separator [379, 1297, 610, 1298]
column-category-header [1356, 134, 1587, 165]
ad-separator [867, 1810, 1099, 1811]
ad-title: SE REMATARÁ EL 21/04/2026 A LAS [1356, 1559, 1558, 1572]
category-1640-header [1600, 1474, 1831, 1508]
classified-ad [867, 1014, 1099, 1208]
column-5 [1112, 134, 1375, 1954]
category-label: Citan a reunión instituciones [1668, 1486, 1802, 1497]
classified-ad [1356, 1046, 1587, 1308]
ad-separator [1600, 356, 1831, 358]
ad-text: gado Civil Santiago, Huérfanos 1409, 13° piso, rematase el próximo 20 de abril de 2026 a las 11:00 horas, por videoconferencia, mediante la plataforma zoom, la Casa número treinta y ocho, del Condominio Caicura, con acceso por calle Párroco Damián Acuña Número mil trescientos treinta y ocho, y el derecho de uso y goce exclusivo del polígono J cuatro - K cuatro - H cuatro - G cuatro - J cuatro, de la comuna de Buin, Región Metropolitana; se comprende además los derechos de dominio, uso y goce de los bienes comunes en la forma y proporción conforme a la Ley N° 19.537, su reglamento y posteriores modificaciones y en el reglamento de copropiedad del Condominio, inscrito fojas 1100 N° 1217, en el Registro de Propiedad del Conservador de Bienes Raíces de Buin, del año 2018. Mínimo subasta suma de $ 84.082.795.-. Precio pagadero contado dentro cinco días siguientes a la fecha subasta mediante depósito en la cuenta corriente del Tribunal. Para participar en la subasta los interesados deberán acompañar garantía suficiente correspondiente al 10% del mínimo fijado mediante vale vista a nombre del Vigésimo Séptimo Juzgado Civil de Santiago, el que deberá ser entregado materialmente en la Secretaría del tribunal hasta el día viernes de la semana anterior a efectuarse la subasta, y completar el formulario disponible para tal efecto. Asimismo, y de conformidad con lo establecido en el artículo 4 del Acta N° 263- 2021 de la Excma. Corte Suprema, todo interesado en participar en la subasta como postor, deberá tener activa su Clave Única del Estado, para la eventual suscripción de la correspondiente acta de remate. Para el efecto de su comparecencia, las partes deberán ingresar el día y hora señalada, al siguiente enlace en la plataforma Zoom indicada: https://zoom.us/j/94642273947 ID 946 4227 3947. Demás bases y antecedentes en autos ejecutivos caratulados 'Itaú CorpBanca con Jaime Hurtado, Paola Cecilia', Rol N° C-10191-2020. Secretario. [135, 407, 366, 984]
classified-ad [1600, 574, 1831, 753]
classified-ad [867, 1610, 1099, 1803]
column-6 [1356, 134, 1587, 1987]
guia-subtitle: Y DE SERVICIOS [1667, 1809, 1763, 1823]
classified-ad [379, 1305, 610, 1788]
ad-separator [135, 1448, 366, 1449]
ad-title: JUZGADO POLICÍA LOCAL DE [1112, 1213, 1296, 1225]
ad-title: EXTRACTO REMATE. REMATE [1356, 1046, 1532, 1059]
category-label: Remates de propiedades [1413, 141, 1468, 161]
ad-text: dora, Camila Flores Delpiano, en causa 'Armesto con Bravo', se rematará el día 9 de abril de 2026, a las 15:00 hrs., el inmueble ubicado en calle Benozzo Gozzoli N° 4950, comuna de San Joaquín, Región Metropolitana, Rol de avalúo 4913-11. Mínimo de posturas UF 3.180,1 en su equivalente en pesos al día de la subasta. Precio pagadero al contado dentro de 10 días corridos desde la subasta en la cuenta corriente de la partidora. Para hacer posturas y participar en el remate, deberá caucionar la participación por un valor equivalente al 10% del mínimo fijado, mediante transferencia o depósito en la cuenta corriente de la partidora, a más tardar con 2 días de anticipación a la fecha y hora fijada para el remate. A fin de coordinar su participación y obtener demás antecedentes, se puede contactar vía correo electrónico, a los siguientes casillas de correo electrónico: cflores@arfabogados.cl; rvivero@arfabogados.cl y mcebollos@arfabogados.cl. El remate se realizará por videoconferencia mediante plataforma zoom. Los datos para dejar la garantía y el acceso al remate serán remitidos a los interesados vía correo electrónico. Demás bases y antecedentes, solicitar a danielaromirezm@gmail.com, actuaria. [1600, 1005, 1831, 1362]
ad-title: REMATE ANTE JUEZ PARTIDOR, [1356, 227, 1548, 240]
ad-text: vil de Santiago Causa Rol: C-15484-2020 Caratulado Itaú Corpbanca/Nadal Desarrollos Constructivos SpA se subastará el 14 de abril de 2026, a las 14:30 horas, el Lote B, de la división del lote número quince del loteo de la parcela número treinta y ocho, del Fundo Santa Teresa ubicado en El Arrayán área El Cajón, comuna de Lo Barnechea, Re- [379, 1804, 610, 1912]
ad-text: ras 620 U.F. Interesados en participar rendir caución presentando vale vista por 10% del mínimo a la orden de Jaime Valenzuela Santibanes, Rut 7.462.836-2, endosado a su favor y entregados al e-mail de juez árbitro valenzuelasantibapos@gmail.com, hasta las 12:00 horas del día hábil anterior al día de subasta. Pago saldo seis días. Modalidad remoto enviar correo al menos 48 horas de anticipación. Demás bases, antecedentes, forma conexión, en expediente arbitral 'Salas/Barría'. Consultas o coordinaciones al mail señalado. Margarita Navarrete Zurita, Actuaria. [1600, 171, 1831, 348]
classified-ad [1112, 1212, 1343, 1447]
ad-text: colás Rivera Rojas, rematará 25 marzo 2026 16:00 horas, vía www.vendaya.cl y en Av. Apoquindo 4499, oficina 402 B, Las Condes, inmueble ubicado en Cardonal, Puerto Montt, inscrito a fojas 167 vuelta número 172 año 2003 y fojas 3130 número 4663 año 2021 ambos Registro Propiedad CBR Puerto Montt. Rol de avalúo 2053-16. Mínimo UF 4.680 pagaderos contado dentro 5 días hábiles. Garantía 10% mínimo. Bases y antecedentes, solicitar en contacto@vendaya.cl, +56232248556. [1112, 325, 1343, 474]
classified-ad [1112, 880, 1343, 1198]
ad-separator [1600, 565, 1831, 566]
newspaper-name: EL MERCURIO [1648, 84, 1831, 110]
ad-text: 16:30 horas, ante jueza partidora Catalina Melo Montenegro, en su oficinas ubicadas en Ahumada 312, Of. 912 y 913, Santiago, y también por videoconferencia, el inmueble ubicado Pasaje Uno Poniente N° 956 que corresponde al sitio N° 126 del plano de la Población 'La Palmera', Estación Central, que deslinda: Norte, con sitio N° 127; Sur, con sitio N° 125; Oriente, con sitio N° 121; y Poniente, con pasaje uno, rol de avalúo N° 1044-8, Estación Central. Postura mínima $ 84.427.542. Precio remate pago al contado dentro de 10° día hábil. Interesados acompañar vale vista endosable, depósito, o transferencia a cuenta de la partidora a su nombre por equivalente por el 10% mínimo fijado. Enlace al remate: https://meet.google.com/mmz-sihr-nqy. Antecedentes solicitarlos al partidor. 'Torres/Torres', catalina.melo@asistead.cl, +56 9 2120 1813. Actuaria. [1356, 1560, 1587, 1834]
column-category-header [1112, 134, 1343, 165]
column-body [1600, 165, 1831, 1918]
column-category-header [1600, 134, 1831, 165]
category-label: Remates de propiedades [1169, 141, 1224, 161]
column-2 [379, 134, 610, 1954]
ad-title: REMATE VOLUNTARIO LOS ANDES [1600, 574, 1795, 587]
issue-date: DOMINGO 22 DE MARZO DE 2026 [177, 89, 452, 106]
ad-title: REMATE ANTE JUEZ ÁRBITRO SAN [1356, 450, 1559, 462]
ad-text: Cher Lee Mein Castillo Toledo, Paseo Huérfanos 1147 oficina 1025, Santiago Centro, rematará el 27 marzo 2026, 11:30 horas 1) Propiedad correspondiente al sitio número 16 manzana B población y comuna Recoleta, rol avalúo 5633-10, inscrita a fojas 19568 número 28273 año 2022 y fojas 71152 número 110031 año 2008 Registro de Propiedad Conservador de Bienes Raíces Santiago. Mínimo subasta $ 92.574.908. II) Propiedad ubicado en pasaje Chuquicamata número 2621, rol avalúo fiscal 3422-45 comuna Recoleta, inscrita a fojas 71153, número 111032 año 2008, a fojas 65808 número 95993 año 2022. Registro de Propiedad Conservador de Bienes Raíces Santiago. Mínimo subasta $ 63.252.898; en ambos casos el precio deberá ser pagado de contado dentro quinto día hábil. Interesados deberán acompañar vale vista a nombre del Partidor, Rut 17.961.833-8, por el 10% del mínimo fijado. Comuneros no deberán presentar garantía. Bases y antecedentes, juicio particional, Riquelme con Avila, en oficina de la Juez Partidor Fono +56923780167. Actuaria. [1112, 881, 1343, 1196]
testamentos-line: David Torrruella Placencia. [1600, 1903, 1742, 1917]
classified-ad [1600, 1586, 1831, 1628]
column-1 [135, 134, 366, 1954]
category-label: Remates de propiedades [192, 141, 247, 161]
ad-text: cios Alapp. Sábado 28 de marzo 2026, a las 16:30 hrs., en Moneda 1562, Vitacura. Cita Directiva Alapp [1600, 1587, 1831, 1627]
category-code: 1616 [379, 136, 433, 164]
ad-separator [1356, 1037, 1587, 1038]
classified-ad [1112, 727, 1343, 865]
ad-text: Blanco rematará el marzo 2026, a 15:30, Los Conquistadores 1700, Piso 6-b, Providencia inmueble calle Rapa Nui 586, corresponde al sitio 42, Lote Población Estadio, Recoleta. Propiedad Santiago Fojas 11906 N° 11620 año 1998 y fojas 77171 N° 108.580 año 2020 Mínimo pos- [1112, 1768, 1343, 1863]
classified-ad [379, 227, 610, 558]
